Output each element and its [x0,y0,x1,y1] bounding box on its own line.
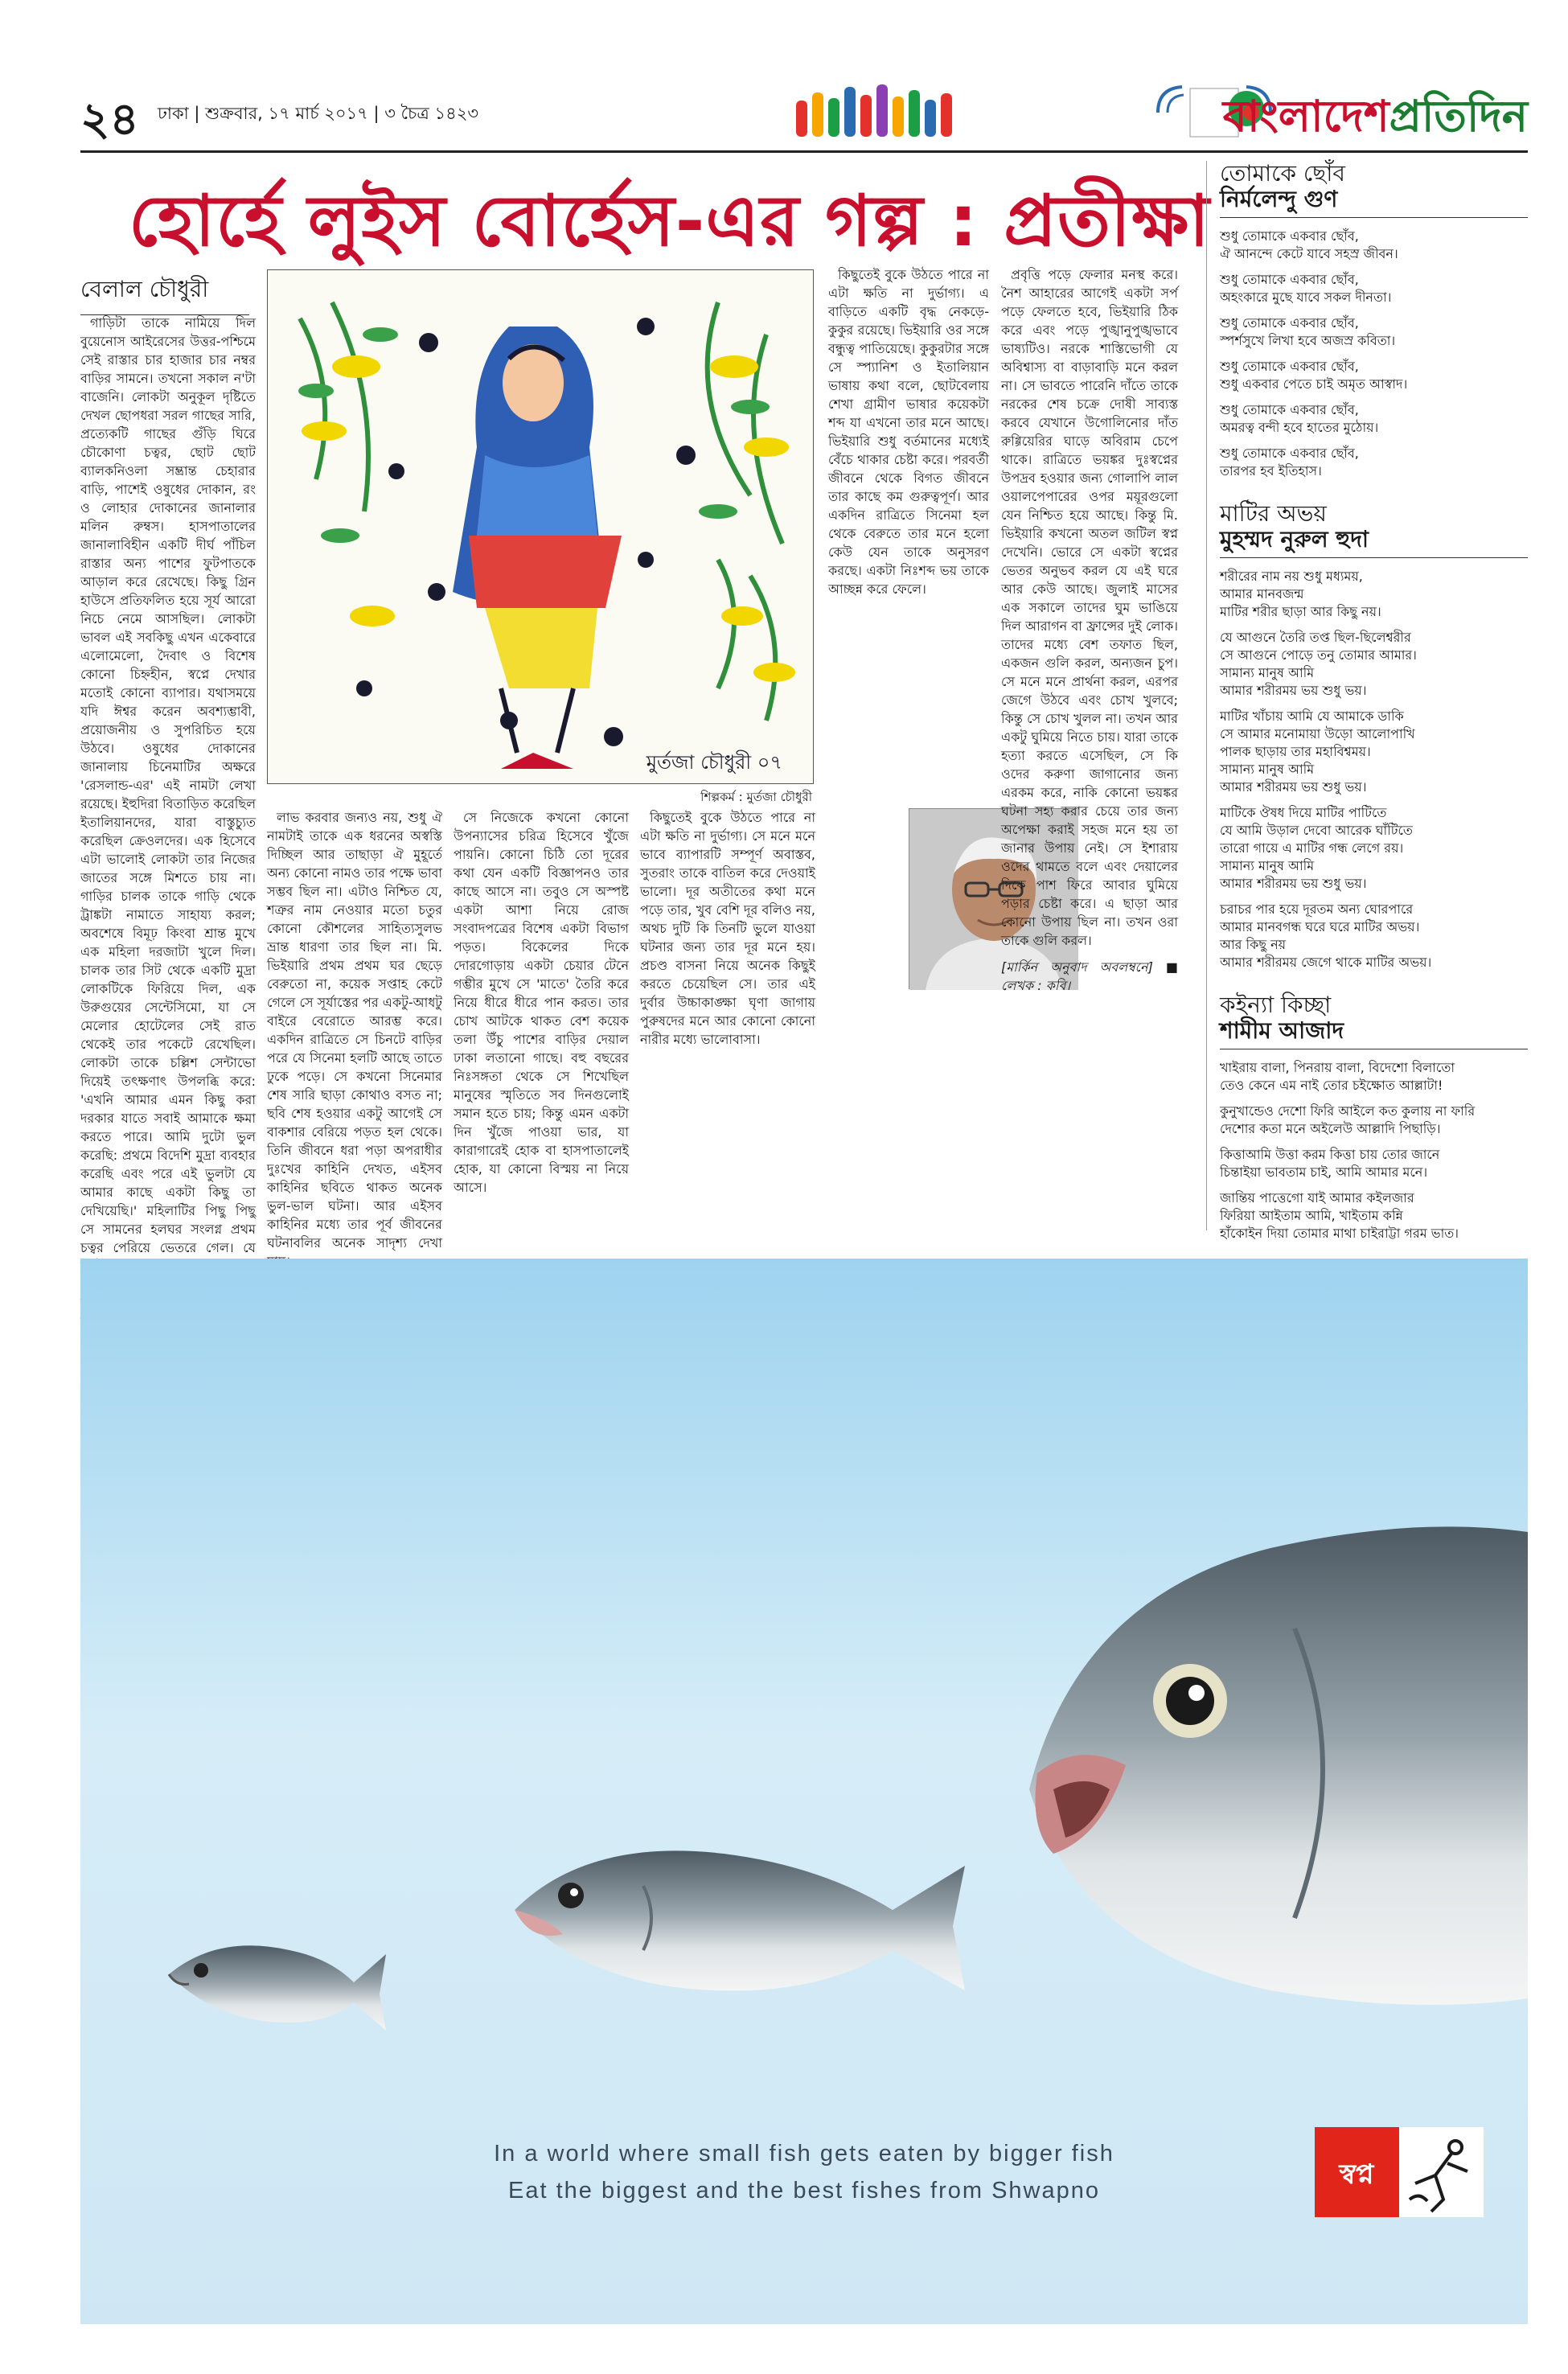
poem-line: ঐ আনন্দে কেটে যাবে সহস্র জীবন। [1220,246,1398,261]
shwapno-advertisement[interactable] [80,1259,1528,2324]
article-column-3 [454,808,629,1247]
ad-tagline-line-2: Eat the biggest and the best fishes from Shwapno [507,2178,1100,2204]
poem-line: মাটির খাঁচায় আমি যে আমাকে ডাকি [1220,709,1404,724]
poem-line: মাটির শরীর ছাড়া আর কিছু নয়। [1220,604,1381,619]
column-text: কিছুতেই বুকে উঠতে পারে না এটা ক্ষতি না দুর্ভাগ্য। সে মনে মনে ভাবে ব্যাপারটি সম্পূর্ণ অবাস্তব, সুতরাং তাকে বাতিল করে দেওয়াই ভালো। দূর অতীতের কথা মনে পড়ে তার, খুব বেশি দূর বলিও নয়, অথচ দুটি কি তিনটি ভুলে যাওয়া ঘটনার জন্য তার দূর মনে হয়। প্রচণ্ড বাসনা নিয়ে অনেক কিছুই করতে চেয়েছিল সে। তার এই দুর্বার উচ্চাকাঙ্ক্ষা ঘৃণা জাগায় পুরুষদের মনে আর কোনো কোনো নারীর মধ্যে ভালোবাসা। [640,810,815,1047]
page-number: ২৪ [80,92,139,146]
poem-line: খাইরায় বালা, পিনরায় বালা, বিদেশো বিলাতো [1220,1060,1455,1075]
ad-tagline-line-1: In a world where small fish gets eaten by bigger fish [494,2141,1114,2167]
poem-line: তারপর হব ইতিহাস। [1220,463,1322,478]
dateline: ঢাকা | শুক্রবার, ১৭ মার্চ ২০১৭ | ৩ চৈত্র ১৪২৩ [158,104,479,123]
poem-line: শুধু তোমাকে একবার ছোঁব, [1220,272,1359,287]
poem-line: শুধু একবার পেতে চাই অমৃত আস্বাদ। [1220,376,1408,392]
poem-line: পালক ছাড়ায় তার মহাবিশ্বময়। [1220,744,1371,759]
column-text: লাভ করবার জন্যও নয়, শুধু ঐ নামটাই তাকে এক ধরনের অস্বস্তি দিচ্ছিল আর তাছাড়া ঐ মুহূর্তে অন্য কোনো নামও তার পক্ষে ভাবা সম্ভব ছিল না। এটাও নিশ্চিত যে, শত্রুর নাম নেওয়ার মতো চতুর কোনো কৌশলের সাহিত্যসুলভ ভ্রান্ত ধারণা তার ছিল না। মি. ভিইয়ারি প্রথম প্রথম ঘর ছেড়ে বেরুতো না, কয়েক সপ্তাহ কেটে গেলে সে সূর্যাস্তের পর একটু-আধটু বাইরে বেরোতে আরম্ভ করে। একদিন রাত্রিতে সে চিনটে বাড়ির পরে যে সিনেমা হলটি আছে তাতে ঢুকে পড়ে। সে কখনো সিনেমার শেষ সারি ছাড়া কোথাও বসত না; ছবি শেষ হওয়ার একটু আগেই সে বাকশার বেরিয়ে পড়ত হল থেকে। তিনি জীবনে ধরা পড়া অপরাধীর দুঃখের কাহিনি দেখত, এইসব কাহিনির ছবিতে থাকত অনেক ভুল-ভাল ঘটনা। আর এইসব কাহিনির মধ্যে তার পূর্ব জীবনের ঘটনাবলির অনেক সাদৃশ্য দেখা [267,810,442,1251]
poem-line: শরীরের নাম নয় শুধু মধ্যময়, [1220,569,1363,584]
poem-line: সামান্য মানুষ আমি [1220,665,1315,680]
poem [1220,501,1528,971]
poem-line: আমার মানবগন্ধ ঘরে ঘরে মাটির অভয়। [1220,919,1420,934]
poem-line: কুনুখান্ডেও দেশো ফিরি আইলে কত কুলায় না ফারি [1220,1103,1476,1119]
poem-title: তোমাকে ছোঁব [1220,160,1345,187]
poem-author: শামীম আজাদ [1220,1018,1528,1049]
poem-line: তারো গায়ে এ মাটির গন্ধ লেগে রয়। [1220,840,1404,856]
raised-hands-illustration [788,80,957,137]
poem-line: সামান্য মানুষ আমি [1220,762,1315,777]
article-column-6 [1001,265,1178,1247]
poem-line: আমার শরীরময় ভয় শুধু ভয়। [1220,876,1367,891]
poem-author: মুহম্মদ নুরুল হুদা [1220,527,1528,558]
poem-line: সামান্য মানুষ আমি [1220,858,1315,873]
poem-line: জান্তিয় পাত্তেগো যাই আমার কইলজার [1220,1190,1414,1205]
poem-line: মাটিকে ঔষধ দিয়ে মাটির পাটিতে [1220,805,1387,820]
column-text: প্রবৃত্তি পড়ে ফেলার মনস্থ করে। নৈশ আহারের আগেই একটা সর্প পড়ে ফেলতে হবে, ভিইয়ারি ঠিক করে এবং পড়ে পুঙ্খানুপুঙ্খভাবে ভাষ্যটিও। নরকে শাস্তিভোগী যে অবিশ্বাস্য বা বাড়াবাড়ি মনে করল না। সে ভাবতে পারেনি দাঁতে তাকে নরকের শেষ চক্রে দোষী সাব্যস্ত করবে যেখানে উগোলিনোর দাঁত রুগ্গিয়েরির ঘাড়ে অবিরাম চেপে থাকে। রাত্রিতে ভয়ঙ্কর দুঃস্বপ্নের উপদ্রব হওয়ার জন্য গোলাপি লাল ওয়ালপেপারের ওপর ময়ূরগুলো যেন নিশ্চিত হয়ে আছে। কিন্তু মি. ভিইয়ারি কখনো অতল জটিল স্বপ্ন দেখেনি। ভোরে সে একটা স্বপ্নের ভেতর অনুভব করল যে এই ঘরে আর কেউ আছে। জুলাই মাসের এক সকালে তাদের ঘুম ভাঙিয়ে দিল আরাগন বা ফ্রান্সের দুই লোক। তাদের মধ্যে বেশ তফাত ছিল, একজন গুলি করল, অন্যজন চুপ। সে মনে মনে প্রার্থনা করল, এরপর জেগে উঠবে এবং চোখ খুলবে; কিন্তু সে চোখ খুলল না। তখন আর একটু ঘুমিয়ে নিতে চায়। যারা তাকে হত্যা করতে এসেছিল, সে কি ওদের করুণা জাগানোর জন্য এরকম করে, নাকি কোনো ভয়ঙ্কর ঘটনা সহ্য করার চেয়ে তার জন্য অপেক্ষা করাই সহজ মনে হয় তা জানার উপায় নেই। সে ইশারায় ওদের থামতে বলে এবং দেয়ালের দিকে পাশ ফিরে আবার ঘুমিয়ে পড়ার চেষ্টা করে। এ ছাড়া আর কোনো উপায় ছিল না। তখন ওরা তাকে গুলি করল। [1001,267,1178,948]
article-column-5 [828,265,989,1247]
poem-line: অমরত্ব বন্দী হবে হাতের মুঠোয়। [1220,420,1379,435]
poem-line: সে আমার মনোমায়া উড়ো আলোপাখি [1220,726,1415,741]
painting-signature: মুর্তজা চৌধুরী ০৭ [646,751,782,774]
poem-line: যে আগুনে তৈরি তপ্ত ছিল-ছিলেশ্বরীর [1220,630,1411,645]
column-text: গাড়িটা তাকে নামিয়ে দিল বুয়েনোস আইরেসের উত্তর-পশ্চিমে সেই রাস্তার চার হাজার চার নম্বর বাড়ির সামনে। তখনো সকাল ন'টা বাজেনি। লোকটা অনুকূল দৃষ্টিতে দেখল ছোপধরা সরল গাছের সারি, প্রত্যেকটি গাছের গুঁড়ি ঘিরে চৌকোণা চত্বর, ছোট ছোট ব্যালকনিওলা সম্ভ্রান্ত চেহারার বাড়ি, পাশেই ওষুধের দোকান, রং ও লোহার দোকানের জানালার মলিন রুম্বস। হাসপাতালের জানালাবিহীন একটি দীর্ঘ পাঁচিল রাস্তার অন্য পাশের ফুটপাতকে আড়াল করে রেখেছে। কিছু গ্রিন হাউসে প্রতিফলিত হয়ে সূর্য আরো নিচে নেমে আসছিল। লোকটা ভাবল এই সবকিছু এখন একেবারে এলোমেলো, দৈবাৎ ও বিশেষ কোনো চিহ্নহীন, স্বপ্নে দেখার মতোই কোনো ব্যাপার। যথাসময়ে যদি ঈশ্বর করেন অবশ্যম্ভাবী, প্রয়োজনীয় ও সুপরিচিত হয়ে উঠবে। ওষুধের দোকানের জানালায় চিনেমাটির অক্ষরে 'রেসলান্ড-এর' এই নামটা লেখা রয়েছে। ইহুদিরা বিতাড়িত করেছিল ইতালিয়ানদের, যারা বাস্তুচ্যুত করেছিল ক্রেওলদের। এক হিসেবে এটা ভালোই লোকটা তার নিজের জাতের সঙ্গে মিশতে চায় না। গাড়ির চালক তাকে গাড়ি থেকে ট্রাঙ্কটা নামাতে সাহায্য করল; অবশেষে বিমূঢ় কিংবা শ্রান্ত মুখে এক মহিলা দরজাটা খুলে দিল। চালক তার সিট থেকে একটি মুদ্রা লোকটিকে ফিরিয়ে দিল, এক উরুগুয়ের সেন্টেসিমো, যা সে মেলোর হোটেলের সেই রাত থেকেই তার পকেটে রেখেছিল। লোকটা তাকে চল্লিশ সেন্টাভো দিয়েই তৎক্ষণাৎ উপলব্ধি করে: 'এখনি আমার এমন কিছু করা দরকার যাতে সবাই আমাকে ক্ষমা করতে পারে। আমি দুটো ভুল করেছি: প্রথমে বিদেশি মুদ্রা ব্যবহার করেছি এবং পরে এই ভুলটা যে আমার কাছে একটা কিছু তা দেখিয়েছি।' মহিলাটির পিছু পিছু সে সামনের হলঘর সংলগ্ন প্রথম চত্বর পেরিয়ে ভেতরে গেল। যে [80,315,256,1255]
ad-tagline [322,2135,1287,2209]
poem-line: তেও কেনে এম নাই তোর চইক্ষোত আল্লাটা! [1220,1078,1443,1093]
poems-sidebar [1206,160,1528,1241]
painting-illustration [268,270,815,785]
poem-line: শুধু তোমাকে একবার ছোঁব, [1220,402,1359,417]
poem-line: অহংকারে মুছে যাবে সকল দীনতা। [1220,290,1392,305]
column-text: সে নিজেকে কখনো কোনো উপন্যাসের চরিত্র হিসেবে খুঁজে পায়নি। কোনো চিঠি তো দূরের কথা যেন একটি বিজ্ঞাপনও তার কাছে আসে না। তবুও সে অস্পষ্ট একটা আশা নিয়ে রোজ সংবাদপত্রের বিশেষ একটা বিভাগ পড়ত। বিকেলের দিকে দোরগোড়ায় একটা চেয়ার টেনে গম্ভীর মুখে সে 'মাতে' তৈরি করে নিয়ে ধীরে ধীরে পান করত। তার চোখ আটকে থাকত বেশ কয়েক তলা উঁচু পাশের বাড়ির দেয়াল ঢাকা লতানো গাছে। বহু বছরের নিঃসঙ্গতা থেকে সে শিখেছিল মানুষের স্মৃতিতে সব দিনগুলোই সমান হতে চায়; কিন্তু এমন একটা দিন খুঁজে পাওয়া ভার, যা কারাগারেই হোক বা হাসপাতালেই হোক, যা কোনো বিস্ময় না নিয়ে আসে। [454,810,629,1195]
poem-line: কিত্তাআমি উত্তা করম কিত্তা চায় তোর জানে [1220,1147,1440,1162]
poem-title: মাটির অভয় [1220,500,1327,527]
poem-line: শুধু তোমাকে একবার ছোঁব, [1220,315,1359,331]
poem-line: আর কিছু নয় [1220,937,1287,952]
poem-line: হাঁকোইন দিয়া তোমার মাথা চাইরাট্টা গরম ভাত। [1220,1226,1459,1241]
shwapno-logo[interactable] [1315,2127,1484,2217]
poem-line: চরাচর পার হয়ে দূরতম অন্য ঘোরপারে [1220,902,1414,917]
masthead-accent: প্রতিদিন [1389,91,1528,142]
poem-author: নির্মলেন্দু গুণ [1220,187,1528,218]
page-header [80,76,1528,153]
poem-line: চিন্তাইয়া ভাবতাম চাই, আমি আমার মনে। [1220,1164,1428,1180]
shwapno-logo-text: স্বপ্ন [1339,2158,1374,2191]
poem-line: দেশোর কতা মনে অইলেউ আল্লাদি পিছাড়ি। [1220,1121,1441,1136]
poem-line: ফিরিয়া আইতাম আমি, খাইতাম কন্নি [1220,1208,1403,1223]
article-column-2 [267,808,442,1251]
article-column-1 [80,314,256,1255]
article-footnote: [মার্কিন অনুবাদ অবলম্বনে] ■ লেখক : কবি। [1001,959,1178,993]
poem-line: শুধু তোমাকে একবার ছোঁব, [1220,228,1359,244]
painting-credit: শিল্পকর্ম : মুর্তজা চৌধুরী [700,790,812,804]
poem-line: আমার শরীরময় ভয় শুধু ভয়। [1220,683,1367,698]
small-fish-icon [169,1945,386,2031]
big-fish-icon [1029,1526,1528,2005]
poem-line: শুধু তোমাকে একবার ছোঁব, [1220,446,1359,461]
poem-line: আমার শরীরময় ভয় শুধু ভয়। [1220,779,1367,795]
poem-line: আমার মানবজন্ম [1220,586,1304,602]
medium-fish-icon [515,1850,965,1990]
article-painting [267,269,814,784]
poem-line: সে আগুনে পোড়ে তনু তোমার আমার। [1220,647,1417,663]
masthead-logo[interactable] [1223,83,1528,155]
poem-line: স্পর্শসুখে লিখা হবে অজস্র কবিতা। [1220,333,1396,348]
article-column-4 [640,808,815,1247]
column-text: কিছুতেই বুকে উঠতে পারে না এটা ক্ষতি না দুর্ভাগ্য। এ বাড়িতে একটি বৃদ্ধ নেকড়ে-কুকুর রয়েছে। ভিইয়ারি ওর সঙ্গে বন্ধুত্ব পাতিয়েছে। কুকুরটার সঙ্গে সে স্প্যানিশ ও ইতালিয়ান ভাষায় কথা বলে, ছোটবেলায় শেখা গ্রামীণ ভাষার কয়েকটা শব্দ যা এখনো তার মনে আছে। ভিইয়ারি শুধু বর্তমানের মধ্যেই বেঁচে থাকার চেষ্টা করে। পরবর্তী জীবনে থেকে বিগত জীবনে তার কাছে কম গুরুত্বপূর্ণ। আর একদিন রাত্রিতে সিনেমা হল থেকে বেরুতে তার মনে হলো কেউ যেন তাকে অনুসরণ করছে। একটা নিঃশব্দ ভয় তাকে আচ্ছন্ন করে ফেলে। [828,267,989,597]
poem [1220,161,1528,480]
poem-line: আমার শরীরময় জেগে থাকে মাটির অভয়। [1220,955,1432,970]
article-byline: বেলাল চৌধুরী [80,272,249,315]
poem [1220,992,1528,1242]
poem-line: শুধু তোমাকে একবার ছোঁব, [1220,359,1359,374]
poem-line: যে আমি উড়াল দেবো আরেক ঘাঁটিতে [1220,823,1413,838]
article-headline: হোর্হে লুইস বোর্হেস-এর গল্প : প্রতীক্ষা [129,179,1210,262]
poem-title: কইন্যা কিচ্ছা [1220,992,1332,1018]
masthead-main: বাংলাদেশ [1222,91,1389,142]
